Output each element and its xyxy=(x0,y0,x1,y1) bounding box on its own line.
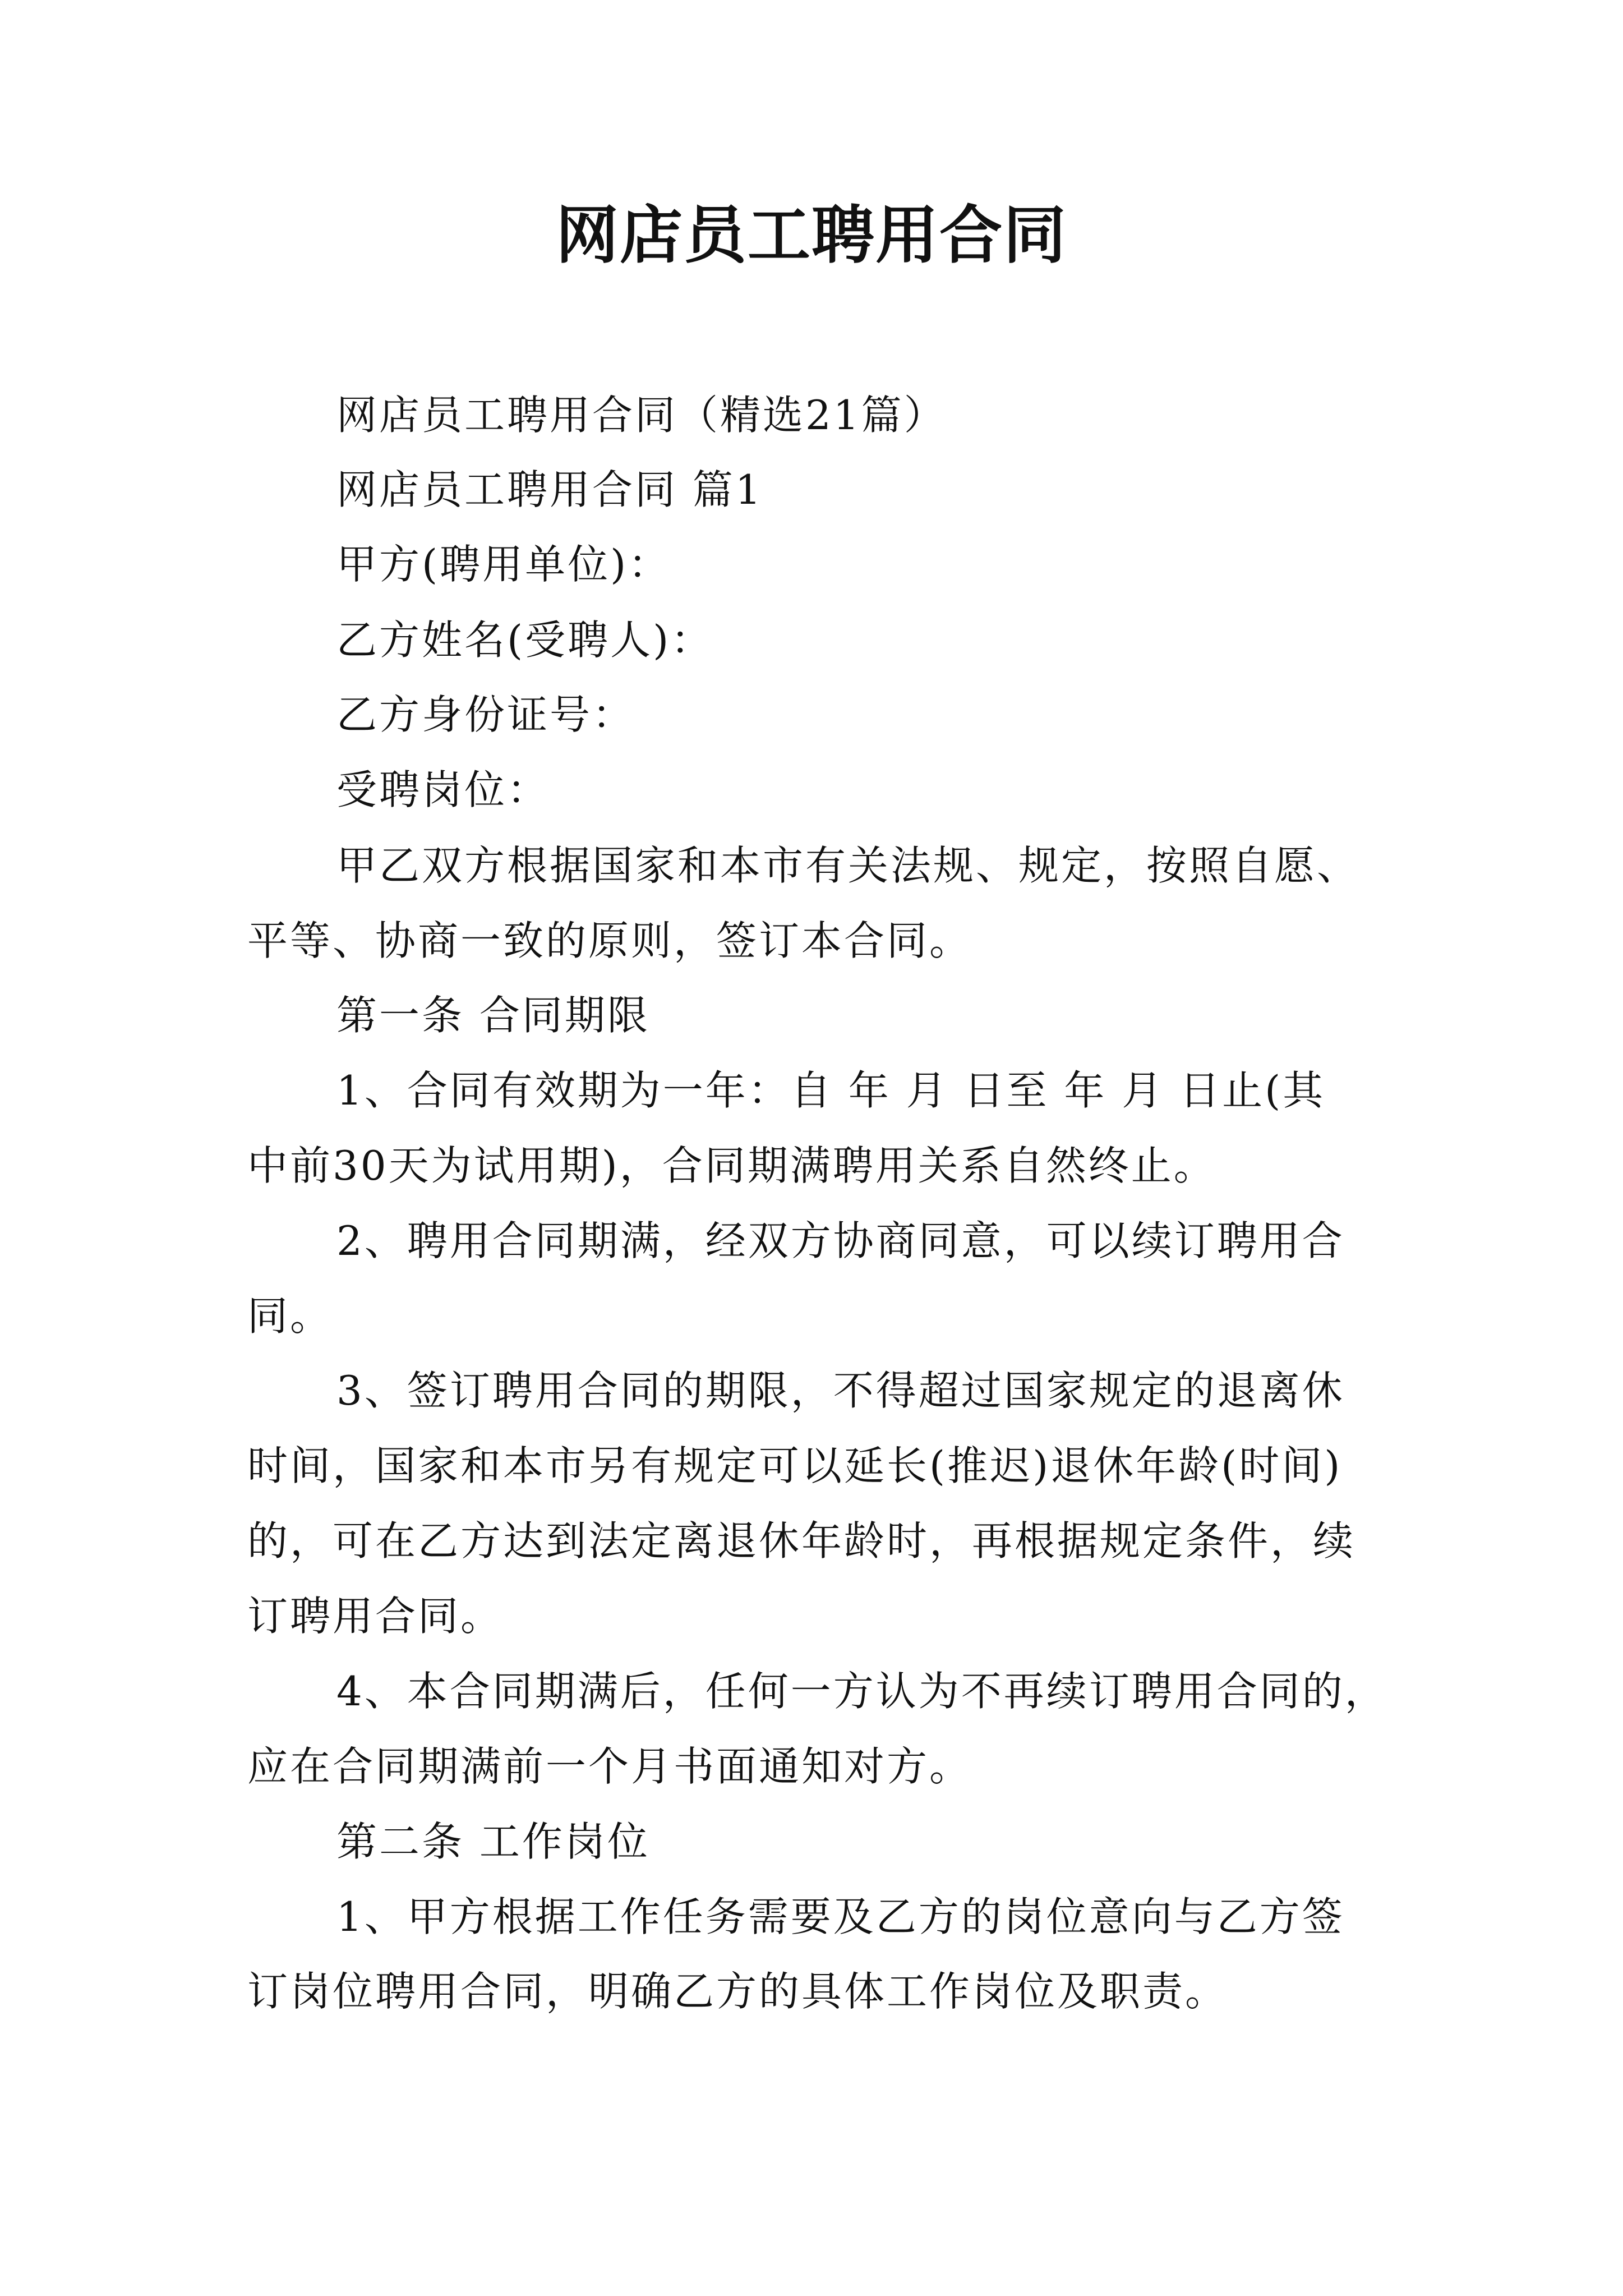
party-b-name-field: 乙方姓名(受聘人)： xyxy=(336,616,714,664)
paragraph-line: 1、合同有效期为一年：自 年 月 日至 年 月 日止(其 xyxy=(336,1067,1326,1114)
party-a-field: 甲方(聘用单位)： xyxy=(336,541,671,588)
party-b-id-field: 乙方身份证号： xyxy=(336,691,635,738)
section-heading-part1: 网店员工聘用合同 篇1 xyxy=(336,466,763,513)
paragraph-line: 订聘用合同。 xyxy=(247,1593,504,1640)
article-heading: 第一条 合同期限 xyxy=(336,992,650,1039)
paragraph-line: 应在合同期满前一个月书面通知对方。 xyxy=(247,1743,972,1790)
paragraph-line: 3、签订聘用合同的期限，不得超过国家规定的退离休 xyxy=(336,1367,1345,1414)
paragraph-line: 甲乙双方根据国家和本市有关法规、规定，按照自愿、 xyxy=(336,842,1360,889)
position-field: 受聘岗位： xyxy=(336,766,550,813)
paragraph-line: 平等、协商一致的原则，签订本合同。 xyxy=(247,917,972,964)
paragraph-line: 的，可在乙方达到法定离退休年龄时，再根据规定条件，续 xyxy=(247,1517,1356,1565)
document-title: 网店员工聘用合同 xyxy=(556,199,1067,272)
paragraph-line: 4、本合同期满后，任何一方认为不再续订聘用合同的， xyxy=(336,1668,1387,1715)
subtitle-selection: 网店员工聘用合同（精选21篇） xyxy=(336,392,947,439)
paragraph-line: 1、甲方根据工作任务需要及乙方的岗位意向与乙方签 xyxy=(336,1893,1345,1940)
paragraph-line: 2、聘用合同期满，经双方协商同意，可以续订聘用合 xyxy=(336,1217,1345,1264)
paragraph-line: 时间，国家和本市另有规定可以延长(推迟)退休年龄(时间) xyxy=(247,1442,1343,1489)
paragraph-line: 同。 xyxy=(247,1292,333,1340)
paragraph-line: 中前30天为试用期)，合同期满聘用关系自然终止。 xyxy=(247,1142,1216,1189)
paragraph-line: 订岗位聘用合同，明确乙方的具体工作岗位及职责。 xyxy=(247,1968,1228,2015)
article-heading: 第二条 工作岗位 xyxy=(336,1818,650,1865)
